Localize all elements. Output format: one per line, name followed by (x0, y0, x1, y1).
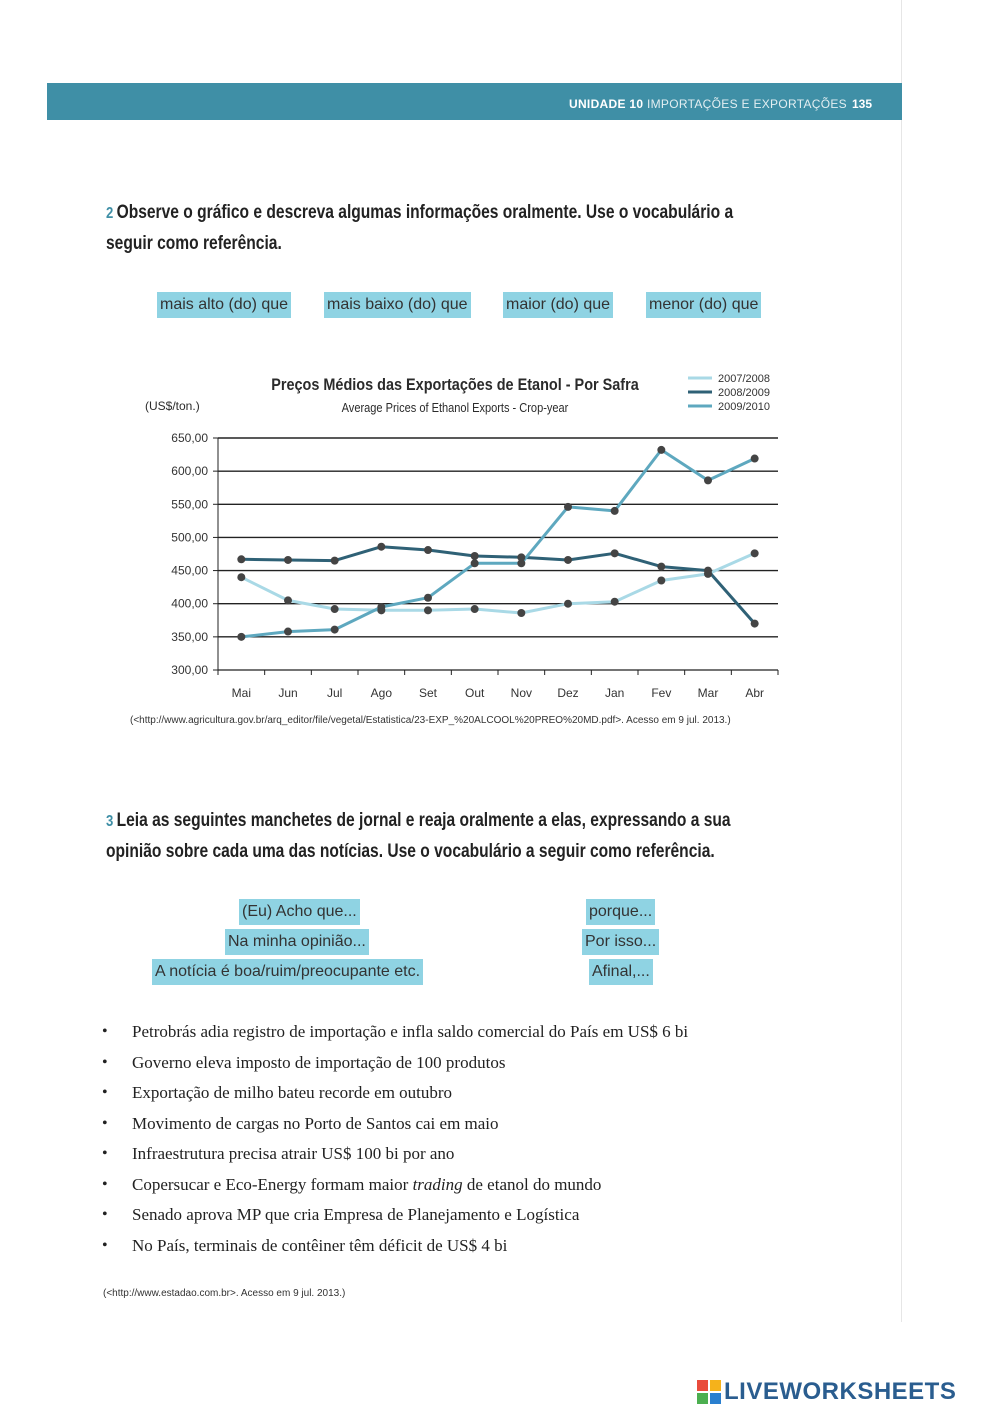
series-line-2009-2010 (241, 450, 754, 637)
chart-subtitle: Average Prices of Ethanol Exports - Crop-year (341, 400, 569, 416)
data-point (751, 455, 759, 463)
data-point (424, 546, 432, 554)
legend-label: 2008/2009 (718, 387, 770, 399)
headline-item (100, 1170, 820, 1201)
x-tick-label: Mar (697, 686, 719, 700)
headline-italic: trading (412, 1174, 463, 1194)
opinion-chip: Na minha opinião... (225, 929, 369, 955)
headline-item: • Governo eleva imposto de importação de 100 produtos (100, 1048, 820, 1079)
y-tick-label: 400,00 (171, 596, 208, 611)
unit-name: IMPORTAÇÕES E EXPORTAÇÕES (647, 97, 847, 111)
y-tick-label: 600,00 (171, 464, 208, 479)
data-point (284, 596, 292, 604)
data-point (517, 559, 525, 567)
data-point (424, 606, 432, 614)
vocab-chip: menor (do) que (646, 292, 761, 318)
y-tick-label: 300,00 (171, 663, 208, 677)
connector-chip: porque... (586, 899, 655, 925)
exercise-3-line2: opinião sobre cada uma das notícias. Use o vocabulário a seguir como referência. (106, 841, 715, 862)
data-point (751, 549, 759, 557)
connector-chip: Por isso... (582, 929, 659, 955)
data-point (471, 559, 479, 567)
x-tick-label: Out (464, 686, 485, 700)
headline-item: • Exportação de milho bateu recorde em outubro (100, 1078, 820, 1109)
x-tick-label: Dez (557, 686, 579, 700)
x-tick-label: Ago (370, 686, 393, 700)
data-point (657, 563, 665, 571)
data-point (657, 446, 665, 454)
x-tick-label: Nov (510, 686, 533, 700)
news-source: (<http://www.estadao.com.br>. Acesso em 9 jul. 2013.) (103, 1288, 346, 1299)
y-tick-label: 350,00 (171, 629, 208, 644)
x-tick-label: Fev (651, 686, 672, 700)
data-point (424, 594, 432, 602)
x-tick-label: Jan (604, 686, 625, 700)
y-tick-label: 550,00 (171, 497, 208, 512)
exercise-3-number: 3 (106, 813, 114, 830)
legend-label: 2007/2008 (718, 373, 770, 385)
exercise-2-heading (106, 198, 803, 259)
data-point (331, 626, 339, 634)
x-tick-label: Abr (745, 686, 765, 700)
unit-title (569, 97, 847, 111)
data-point (284, 556, 292, 564)
header-bar (47, 83, 902, 120)
unit-label: UNIDADE 10 (569, 97, 644, 111)
headline-list (100, 1017, 820, 1261)
exercise-3-heading (106, 806, 803, 867)
data-point (331, 605, 339, 613)
ethanol-price-chart (120, 360, 800, 740)
x-tick-label: Jul (326, 686, 343, 700)
headline-item: • Senado aprova MP que cria Empresa de Planejamento e Logística (100, 1200, 820, 1231)
x-tick-label: Mai (231, 686, 252, 700)
liveworksheets-watermark (697, 1377, 956, 1407)
data-point (237, 633, 245, 641)
y-tick-label: 650,00 (171, 431, 208, 445)
headline-text: Copersucar e Eco-Energy formam maior (132, 1174, 409, 1194)
data-point (564, 503, 572, 511)
y-axis-label: (US$/ton.) (145, 399, 200, 413)
exercise-2-number: 2 (106, 205, 114, 222)
exercise-2-line2: seguir como referência. (106, 233, 282, 254)
y-tick-label: 450,00 (171, 563, 208, 578)
page-number: 135 (852, 97, 873, 111)
data-point (237, 555, 245, 563)
x-tick-label: Jun (278, 686, 298, 700)
data-point (237, 573, 245, 581)
x-tick-label: Set (418, 686, 438, 700)
opinion-chip: A notícia é boa/ruim/preocupante etc. (152, 959, 423, 985)
chart-title: Preços Médios das Exportações de Etanol - Por Safra (271, 375, 639, 395)
data-point (657, 577, 665, 585)
data-point (611, 549, 619, 557)
data-point (331, 557, 339, 565)
liveworksheets-logo-icon (697, 1380, 721, 1404)
data-point (751, 620, 759, 628)
y-tick-label: 500,00 (171, 530, 208, 545)
data-point (471, 552, 479, 560)
opinion-chip: (Eu) Acho que... (239, 899, 360, 925)
headline-item: • Petrobrás adia registro de importação e infla saldo comercial do País em US$ 6 bi (100, 1017, 820, 1048)
data-point (284, 628, 292, 636)
data-point (471, 605, 479, 613)
vocab-chip: maior (do) que (503, 292, 613, 318)
data-point (704, 567, 712, 575)
connector-chip: Afinal,... (589, 959, 653, 985)
watermark-text: LIVEWORKSHEETS (724, 1378, 957, 1405)
exercise-2-line1: Observe o gráfico e descreva algumas informações oralmente. Use o vocabulário a (116, 202, 734, 223)
vocab-chip: mais alto (do) que (157, 292, 291, 318)
chart-source: (<http://www.agricultura.gov.br/arq_editor/file/vegetal/Estatistica/23-EXP_%20ALCOOL%20PREO%20MD.pdf>. Acesso em 9 jul. 2013.) (130, 715, 731, 726)
data-point (564, 556, 572, 564)
vocab-chip: mais baixo (do) que (324, 292, 471, 318)
data-point (704, 476, 712, 484)
headline-text: de etanol do mundo (466, 1174, 602, 1194)
headline-item: • Movimento de cargas no Porto de Santos cai em maio (100, 1109, 820, 1140)
headline-item: • No País, terminais de contêiner têm déficit de US$ 4 bi (100, 1231, 820, 1262)
headline-item: • Infraestrutura precisa atrair US$ 100 bi por ano (100, 1139, 820, 1170)
data-point (611, 598, 619, 606)
data-point (517, 609, 525, 617)
exercise-3-line1: Leia as seguintes manchetes de jornal e reaja oralmente a elas, expressando a sua (116, 810, 731, 831)
data-point (611, 507, 619, 515)
data-point (377, 603, 385, 611)
legend-label: 2009/2010 (718, 401, 770, 413)
chart-svg (120, 360, 800, 740)
data-point (377, 543, 385, 551)
data-point (564, 600, 572, 608)
